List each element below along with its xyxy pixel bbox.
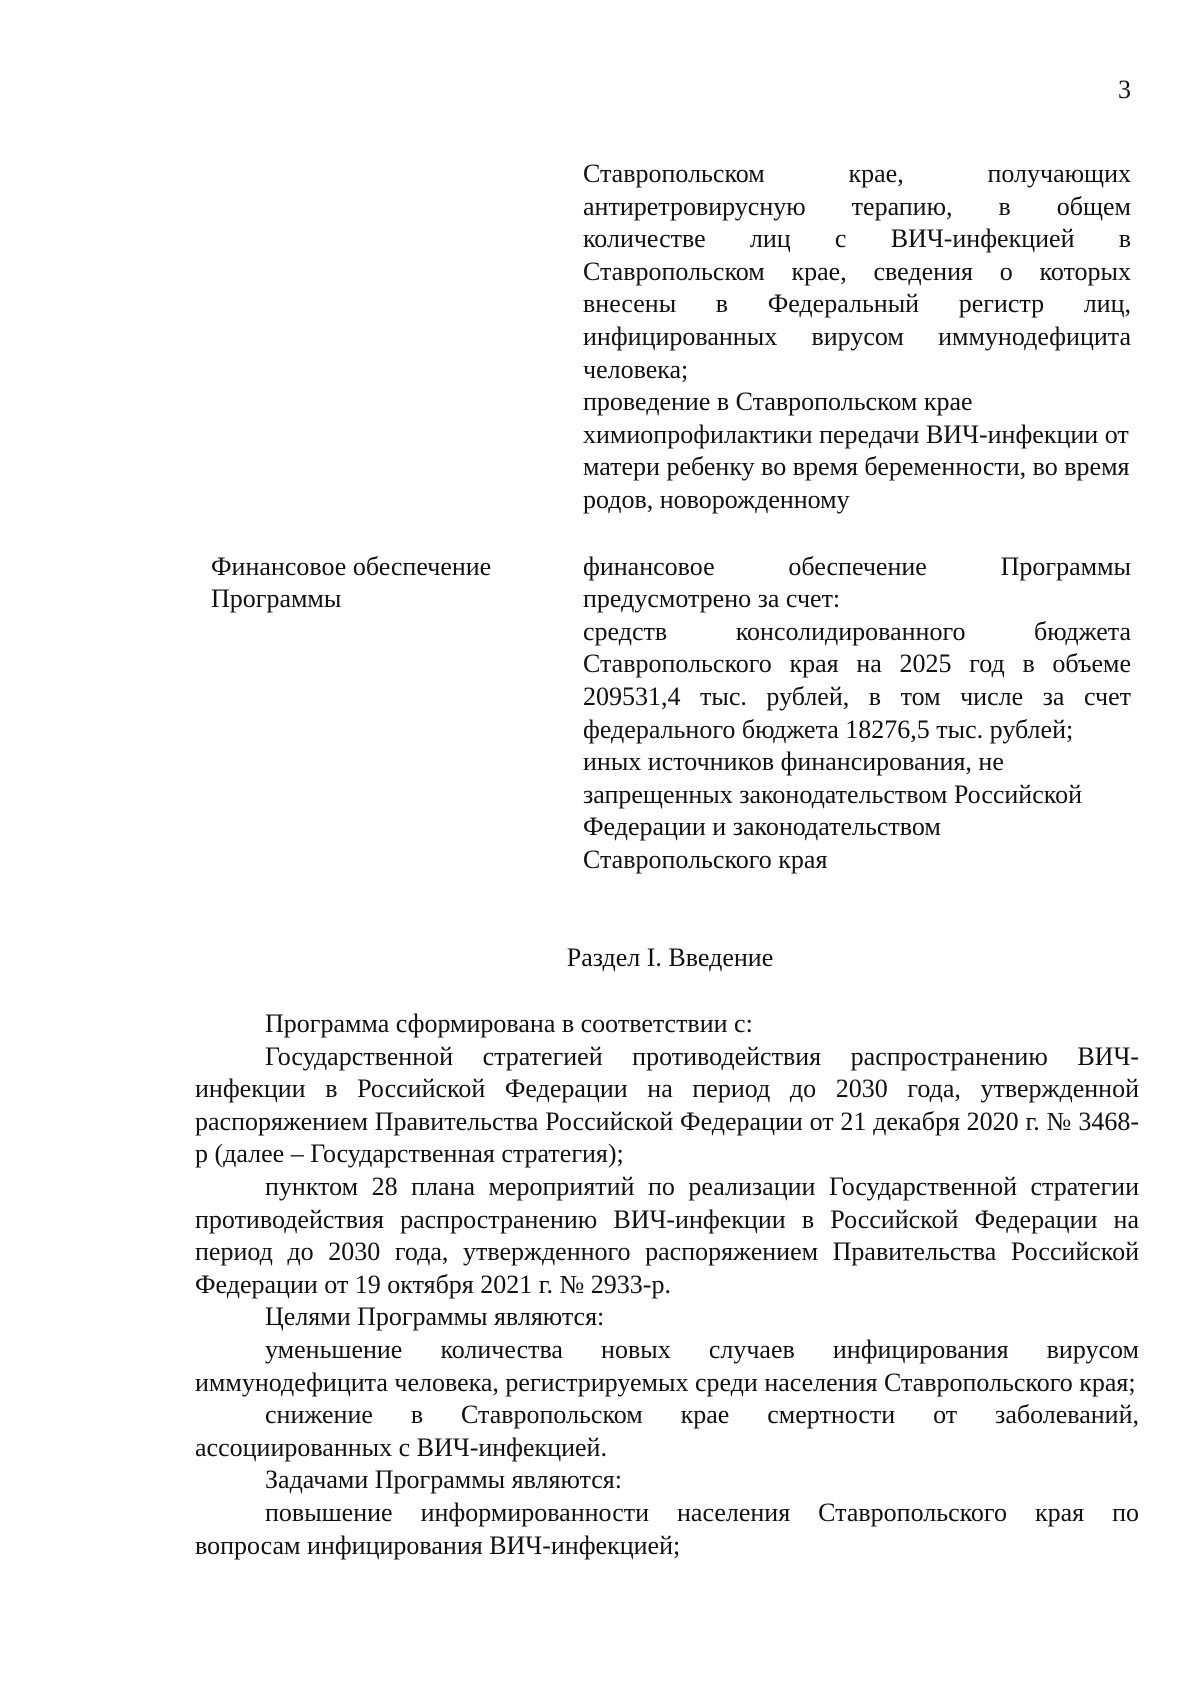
row-paragraph: финансовое обеспечение Программы предусмотрено за счет:	[583, 551, 1131, 614]
section-heading: Раздел I. Введение	[566, 943, 774, 972]
row-label: Финансовое обеспечение Программы	[211, 551, 492, 614]
body-paragraph: снижение в Ставропольском крае смертности от заболеваний, ассоциированных с ВИЧ-инфекцией.	[195, 1400, 1139, 1462]
program-passport-table	[211, 158, 1131, 876]
body-paragraph: Задачами Программы являются:	[265, 1465, 622, 1495]
page-number: 3	[1118, 75, 1131, 104]
body-paragraph: пунктом 28 плана мероприятий по реализации Государственной стратегии противодействия распространению ВИЧ-инфекции в Российской Федерации на период до 2030 года, утвержденного распоряжением Правительства Российской Федерации от 19 октября 2021 г. № 2933-р.	[195, 1171, 1139, 1299]
table-row-financing	[211, 551, 1131, 877]
row-paragraph: проведение в Ставропольском крае химиопрофилактики передачи ВИЧ-инфекции от матери ребенку во время беременности, во время родов, новорожденному	[583, 387, 1130, 514]
body-paragraph: уменьшение количества новых случаев инфицирования вирусом иммунодефицита человека, регистрируемых среди населения Ставропольского края;	[195, 1334, 1139, 1397]
row-value	[583, 551, 1131, 877]
body-paragraph: повышение информированности населения Ставропольского края по вопросам инфицирования ВИЧ-инфекцией;	[195, 1497, 1139, 1560]
row-paragraph: средств консолидированного бюджета Ставропольского края на 2025 год в объеме 209531,4 тыс. рублей, в том числе за счет федерального бюджета 18276,5 тыс. рублей;	[583, 616, 1131, 744]
row-paragraph: иных источников финансирования, не запрещенных законодательством Российской Федерации и законодательством Ставропольского края	[583, 747, 1082, 874]
body-paragraph: Целями Программы являются:	[265, 1302, 605, 1332]
row-paragraph: Ставропольском крае, получающих антиретровирусную терапию, в общем количестве лиц с ВИЧ-инфекцией в Ставропольском крае, сведения о которых внесены в Федеральный регистр лиц, инфицированных вирусом иммунодефицита человека;	[583, 159, 1131, 384]
body-paragraph: Программа сформирована в соответствии с:	[265, 1009, 753, 1038]
section-body	[195, 1008, 1139, 1562]
row-value	[583, 158, 1131, 517]
table-row-indicators-continued	[211, 158, 1131, 517]
body-paragraph: Государственной стратегией противодействия распространению ВИЧ-инфекции в Российской Федерации на период до 2030 года, утвержденной распоряжением Правительства Российской Федерации от 21 декабря 2020 г. № 3468-р (далее – Государственная стратегия);	[195, 1041, 1139, 1169]
